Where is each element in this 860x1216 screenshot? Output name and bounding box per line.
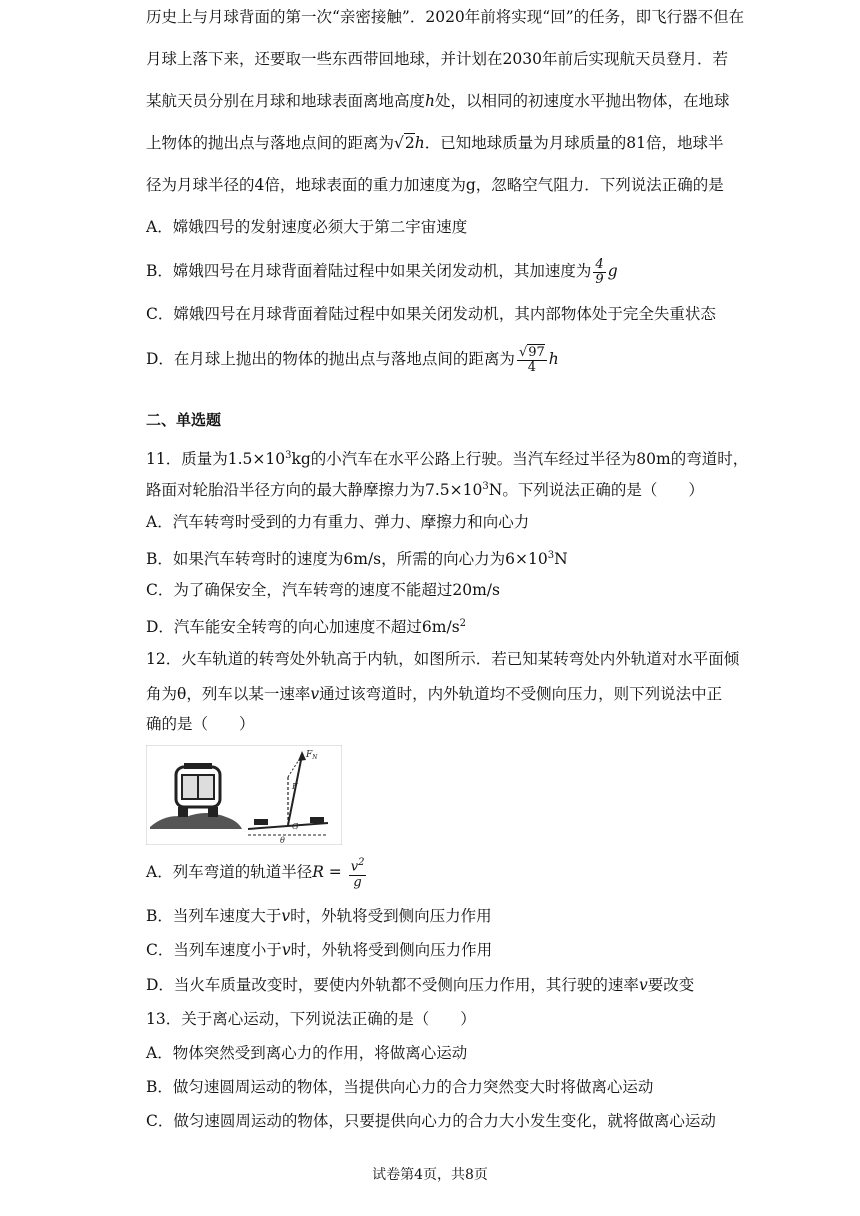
q11-option-a: A．汽车转弯时受到的力有重力、弹力、摩擦力和向心力 bbox=[146, 513, 530, 531]
q12-option-c: C．当列车速度小于v时，外轨将受到侧向压力作用 bbox=[146, 941, 493, 959]
section-heading: 二、单选题 bbox=[146, 411, 222, 429]
intro-line-4: 上物体的抛出点与落地点间的距离为√2h．已知地球质量为月球质量的81倍，地球半 bbox=[146, 134, 724, 152]
q11-option-b: B．如果汽车转弯时的速度为6m/s，所需的向心力为$6\times 10^3N$ bbox=[146, 550, 568, 569]
intro-line-3: 某航天员分别在月球和地球表面离地高度h处，以相同的初速度水平抛出物体，在地球 bbox=[146, 92, 730, 110]
q13-option-a: A．物体突然受到离心力的作用，将做离心运动 bbox=[146, 1044, 468, 1062]
q10-option-d: D．在月球上抛出的物体的抛出点与落地点间的距离为 $\frac{√97}{4}$ h bbox=[146, 344, 559, 375]
q13-option-c: C．做匀速圆周运动的物体，只要提供向心力的合力大小发生变化，就将做离心运动 bbox=[146, 1112, 716, 1130]
svg-text:G: G bbox=[292, 822, 299, 831]
q11-line-2: 路面对轮胎沿半径方向的最大静摩擦力为$7.5\times 10^3N$。下列说法正确的是（ ） bbox=[146, 481, 704, 500]
q11-line-1: 11．质量为$1.5\times 10^3kg$的小汽车在水平公路上行驶。当汽车经过半径为80m的弯道时， bbox=[146, 450, 749, 469]
q13-option-b: B．做匀速圆周运动的物体，当提供向心力的合力突然变大时将做离心运动 bbox=[146, 1078, 654, 1096]
svg-text:θ: θ bbox=[280, 836, 285, 845]
train-track-figure bbox=[146, 745, 342, 845]
q12-line-2: 角为θ，列车以某一速率v通过该弯道时，内外轨道均不受侧向压力，则下列说法中正 bbox=[146, 685, 723, 703]
fraction: $\frac{4}{9}$ bbox=[595, 256, 604, 287]
page-footer: 试卷第4页，共8页 bbox=[372, 1167, 488, 1183]
q12-option-d: D．当火车质量改变时，要使内外轨都不受侧向压力作用，其行驶的速率v要改变 bbox=[146, 976, 695, 994]
q12-option-a: A．列车弯道的轨道半径R = $\frac{v^2}{g}$ bbox=[146, 857, 365, 890]
q12-line-1: 12．火车轨道的转弯处外轨高于内轨，如图所示．若已知某转弯处内外轨道对水平面倾 bbox=[146, 650, 740, 668]
sqrt-expression: √2 bbox=[394, 134, 415, 152]
fraction: $\frac{v^2}{g}$ bbox=[350, 857, 365, 890]
q10-option-b: B．嫦娥四号在月球背面着陆过程中如果关闭发动机，其加速度为 $\frac{4}{9}$ g bbox=[146, 256, 618, 287]
q12-line-3: 确的是（ ） bbox=[146, 715, 255, 733]
q11-option-d: D．汽车能安全转弯的向心加速度不超过$6m/s^2$ bbox=[146, 618, 467, 637]
fraction: $\frac{√97}{4}$ bbox=[518, 344, 545, 375]
q11-option-c: C．为了确保安全，汽车转弯的速度不能超过20m/s bbox=[146, 581, 500, 599]
q12-option-b: B．当列车速度大于v时，外轨将受到侧向压力作用 bbox=[146, 907, 492, 925]
q10-option-a: A．嫦娥四号的发射速度必须大于第二宇宙速度 bbox=[146, 218, 468, 236]
q10-option-c: C．嫦娥四号在月球背面着陆过程中如果关闭发动机，其内部物体处于完全失重状态 bbox=[146, 305, 716, 323]
intro-line-5: 径为月球半径的4倍，地球表面的重力加速度为g，忽略空气阻力．下列说法正确的是 bbox=[146, 176, 724, 194]
svg-text:FN: $F_N$ bbox=[306, 750, 318, 761]
intro-line-2: 月球上落下来，还要取一些东西带回地球，并计划在2030年前后实现航天员登月．若 bbox=[146, 50, 728, 68]
intro-line-1: 历史上与月球背面的第一次“亲密接触”．2020年前将实现“回”的任务，即飞行器不但在 bbox=[146, 8, 745, 26]
q13-line-1: 13．关于离心运动，下列说法正确的是（ ） bbox=[146, 1010, 476, 1028]
svg-text:F: F bbox=[292, 782, 298, 791]
